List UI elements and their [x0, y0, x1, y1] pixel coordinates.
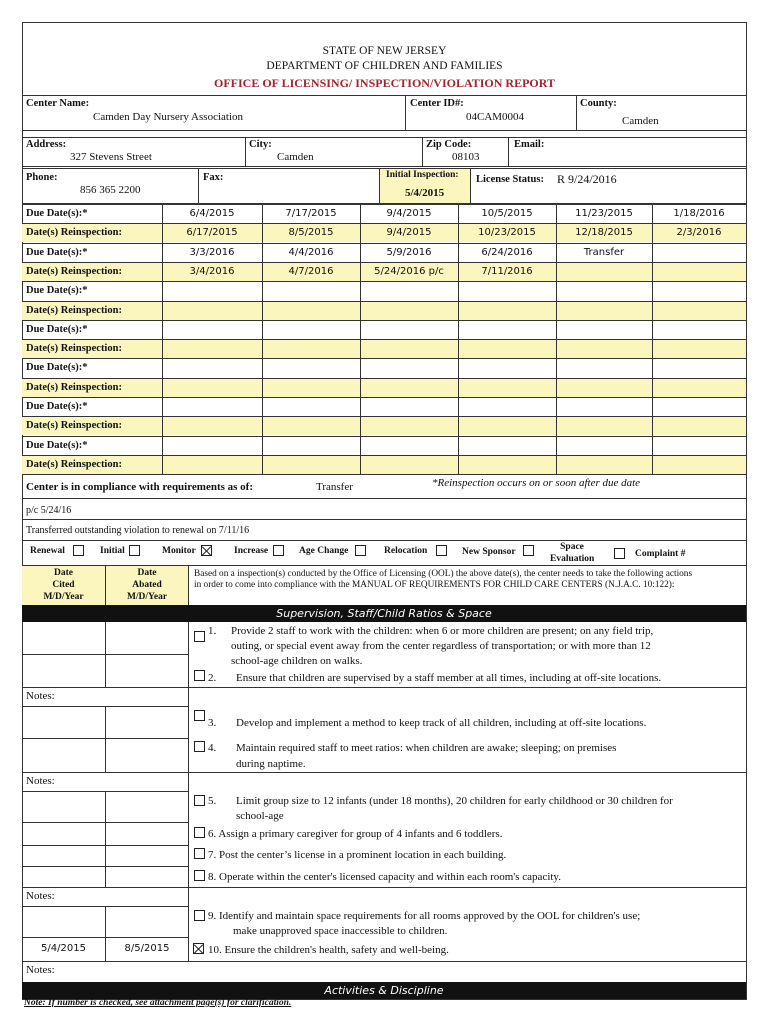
date-cell: 9/4/2015	[386, 208, 432, 219]
header-state: STATE OF NEW JERSEY	[322, 45, 447, 57]
initial-checkbox[interactable]	[129, 545, 140, 556]
item-3-number: 3.	[208, 717, 217, 729]
date-cell: 3/4/2016	[189, 265, 235, 277]
item-7-text: 7. Post the center’s license in a prominent location in each building.	[208, 849, 507, 861]
item-1-text-a: Provide 2 staff to work with the children: when 6 or more children are present; on any field trip,	[231, 625, 654, 637]
reinspection-row-bg	[22, 416, 746, 435]
center-name-label: Center Name:	[26, 98, 90, 109]
date-cell: 9/4/2015	[386, 227, 432, 239]
reinspection-row-bg	[22, 378, 746, 397]
item-1-text-b: outing, or special event away from the center regardless of transportation; or with more than 12	[231, 640, 651, 652]
item-2-checkbox[interactable]	[194, 670, 205, 681]
initial-inspection-value: 5/4/2015	[405, 187, 445, 199]
date-abated-header-3: M/D/Year	[126, 592, 168, 602]
item-9-text-a: 9. Identify and maintain space requirements for all rooms approved by the OOL for children's use;	[208, 910, 641, 922]
address-label: Address:	[26, 139, 67, 150]
item-1-checkbox[interactable]	[194, 631, 205, 642]
item-8-text: 8. Operate within the center's licensed capacity and within each room's capacity.	[208, 871, 561, 883]
age-change-checkbox[interactable]	[355, 545, 366, 556]
reinspection-dates-label: Date(s) Reinspection:	[26, 420, 122, 432]
item-5-text-a: Limit group size to 12 infants (under 18 months), 20 children for early childhood or 30 children for	[236, 795, 673, 807]
section-supervision-bar: Supervision, Staff/Child Ratios & Space	[22, 605, 746, 622]
date-cell: 6/17/2015	[186, 227, 238, 239]
date-cell: 7/17/2015	[285, 208, 337, 219]
item-5-text-b: school-age	[236, 810, 284, 822]
reinspection-dates-label: Date(s) Reinspection:	[26, 265, 122, 277]
date-cell: 12/18/2015	[575, 227, 633, 239]
item-5-checkbox[interactable]	[194, 795, 205, 806]
date-cited-header-3: M/D/Year	[43, 592, 84, 602]
item-2-number: 2.	[208, 672, 217, 684]
reinspection-row-bg	[22, 339, 746, 358]
city-label: City:	[249, 139, 272, 150]
center-id-label: Center ID#:	[410, 98, 464, 109]
type-new-sponsor-label: New Sponsor	[462, 547, 516, 557]
due-dates-label: Due Date(s):*	[26, 401, 88, 412]
item-7-checkbox[interactable]	[194, 848, 205, 859]
date-cell: 6/4/2015	[189, 208, 235, 219]
item-10-date-abated: 8/5/2015	[124, 943, 170, 954]
type-space-label-1: Space	[560, 542, 584, 552]
phone-value: 856 365 2200	[80, 184, 141, 196]
type-increase-label: Increase	[234, 546, 269, 556]
monitor-checkbox-checked[interactable]	[201, 545, 212, 556]
zip-label: Zip Code:	[426, 139, 472, 150]
email-label: Email:	[514, 139, 545, 150]
date-cell: 3/3/2016	[189, 246, 235, 258]
reinspection-dates-label: Date(s) Reinspection:	[26, 343, 122, 355]
item-3-checkbox[interactable]	[194, 710, 205, 721]
reinspection-note: *Reinspection occurs on or soon after due date	[432, 477, 641, 489]
date-cell: 1/18/2016	[673, 208, 725, 219]
item-1-text-c: school-age children on walks.	[231, 655, 363, 667]
type-relocation-label: Relocation	[384, 546, 428, 556]
item-6-text: 6. Assign a primary caregiver for group of 4 infants and 6 toddlers.	[208, 828, 503, 840]
reinspection-dates-label: Date(s) Reinspection:	[26, 304, 122, 316]
increase-checkbox[interactable]	[273, 545, 284, 556]
item-5-number: 5.	[208, 795, 217, 807]
county-label: County:	[580, 98, 617, 109]
intro-text-2: in order to come into compliance with the MANUAL OF REQUIREMENTS FOR CHILD CARE CENTERS (N.J.A.C. 10:122):	[194, 580, 675, 590]
city-value: Camden	[277, 151, 314, 163]
compliance-value: Transfer	[316, 481, 353, 493]
item-3-text: Develop and implement a method to keep track of all children, including at off-site locations.	[236, 717, 647, 729]
item-6-checkbox[interactable]	[194, 827, 205, 838]
item-10-text: 10. Ensure the children's health, safety and well-being.	[208, 944, 449, 956]
reinspection-dates-label: Date(s) Reinspection:	[26, 458, 122, 470]
reinspection-dates-label: Date(s) Reinspection:	[26, 381, 122, 393]
reinspection-dates-label: Date(s) Reinspection:	[26, 227, 122, 239]
date-cell: 4/4/2016	[288, 246, 334, 258]
section-activities-bar: Activities & Discipline	[22, 982, 746, 999]
date-cell: 6/24/2016	[481, 246, 533, 258]
date-cell: Transfer	[583, 246, 625, 258]
license-status-label: License Status:	[476, 174, 544, 185]
item-4-text-b: during naptime.	[236, 758, 306, 770]
compliance-label: Center is in compliance with requirements as of:	[26, 481, 254, 493]
notes-label-3: Notes:	[26, 890, 55, 902]
date-cited-header-2: Cited	[52, 580, 75, 590]
item-1-number: 1.	[208, 625, 217, 637]
notes-label-1: Notes:	[26, 690, 55, 702]
license-status-value: R 9/24/2016	[557, 172, 617, 186]
type-monitor-label: Monitor	[162, 546, 196, 556]
date-cell: 5/24/2016 p/c	[374, 265, 444, 277]
header-report-title: OFFICE OF LICENSING/ INSPECTION/VIOLATION REPORT	[214, 76, 555, 90]
phone-label: Phone:	[26, 172, 58, 183]
item-10-date-cited: 5/4/2015	[41, 943, 86, 954]
date-cell: 2/3/2016	[676, 227, 722, 239]
item-9-checkbox[interactable]	[194, 910, 205, 921]
reinspection-row-bg	[22, 455, 746, 474]
item-2-text: Ensure that children are supervised by a staff member at all times, including at off-site locations.	[236, 672, 662, 684]
new-sponsor-checkbox[interactable]	[523, 545, 534, 556]
center-id-value: 04CAM0004	[466, 111, 525, 123]
due-dates-label: Due Date(s):*	[26, 439, 88, 451]
fax-label: Fax:	[203, 172, 224, 183]
center-name-value: Camden Day Nursery Association	[93, 111, 243, 123]
date-abated-header-2: Abated	[132, 580, 162, 590]
date-cell: 11/23/2015	[575, 208, 633, 219]
due-dates-label: Due Date(s):*	[26, 362, 88, 374]
item-9-text-b: make unapproved space inaccessible to children.	[233, 925, 448, 937]
date-cell: 10/5/2015	[481, 208, 533, 219]
zip-value: 08103	[452, 151, 480, 163]
comment-line-2: Transferred outstanding violation to renewal on 7/11/16	[26, 525, 250, 536]
header-department: DEPARTMENT OF CHILDREN AND FAMILIES	[266, 60, 503, 72]
reinspection-row-bg	[22, 301, 746, 320]
due-dates-label: Due Date(s):*	[26, 323, 88, 335]
space-evaluation-checkbox[interactable]	[614, 548, 625, 559]
footer-note: Note: If number is checked, see attachment page(s) for clarification.	[24, 998, 292, 1008]
item-4-number: 4.	[208, 742, 217, 754]
item-10-checkbox-checked[interactable]	[193, 943, 204, 954]
item-8-checkbox[interactable]	[194, 870, 205, 881]
date-cell: 4/7/2016	[288, 265, 334, 277]
due-dates-label: Due Date(s):*	[26, 246, 88, 258]
county-value: Camden	[622, 115, 659, 127]
notes-label-4: Notes:	[26, 964, 55, 976]
type-age-change-label: Age Change	[299, 546, 349, 556]
date-cell: 7/11/2016	[481, 265, 533, 277]
date-cell: 10/23/2015	[478, 227, 536, 239]
due-dates-label: Due Date(s):*	[26, 285, 88, 297]
type-space-label-2: Evaluation	[550, 554, 595, 564]
relocation-checkbox[interactable]	[436, 545, 447, 556]
type-complaint-label: Complaint #	[635, 549, 686, 559]
date-cited-header-1: Date	[54, 568, 73, 578]
renewal-checkbox[interactable]	[73, 545, 84, 556]
comment-line-1: p/c 5/24/16	[26, 505, 72, 516]
type-initial-label: Initial	[100, 546, 125, 556]
date-cell: 5/9/2016	[386, 246, 432, 258]
item-4-checkbox[interactable]	[194, 741, 205, 752]
date-cell: 8/5/2015	[288, 227, 334, 239]
item-4-text-a: Maintain required staff to meet ratios: when children are awake; sleeping; on premises	[236, 742, 617, 754]
intro-text-1: Based on a inspection(s) conducted by the Office of Licensing (OOL) the above date(s), the center needs to take the following actions	[194, 569, 693, 579]
address-value: 327 Stevens Street	[70, 151, 152, 163]
initial-inspection-label: Initial Inspection:	[386, 170, 459, 180]
notes-label-2: Notes:	[26, 775, 55, 787]
due-dates-label: Due Date(s):*	[26, 208, 88, 219]
type-renewal-label: Renewal	[30, 546, 65, 556]
date-abated-header-1: Date	[137, 568, 157, 578]
